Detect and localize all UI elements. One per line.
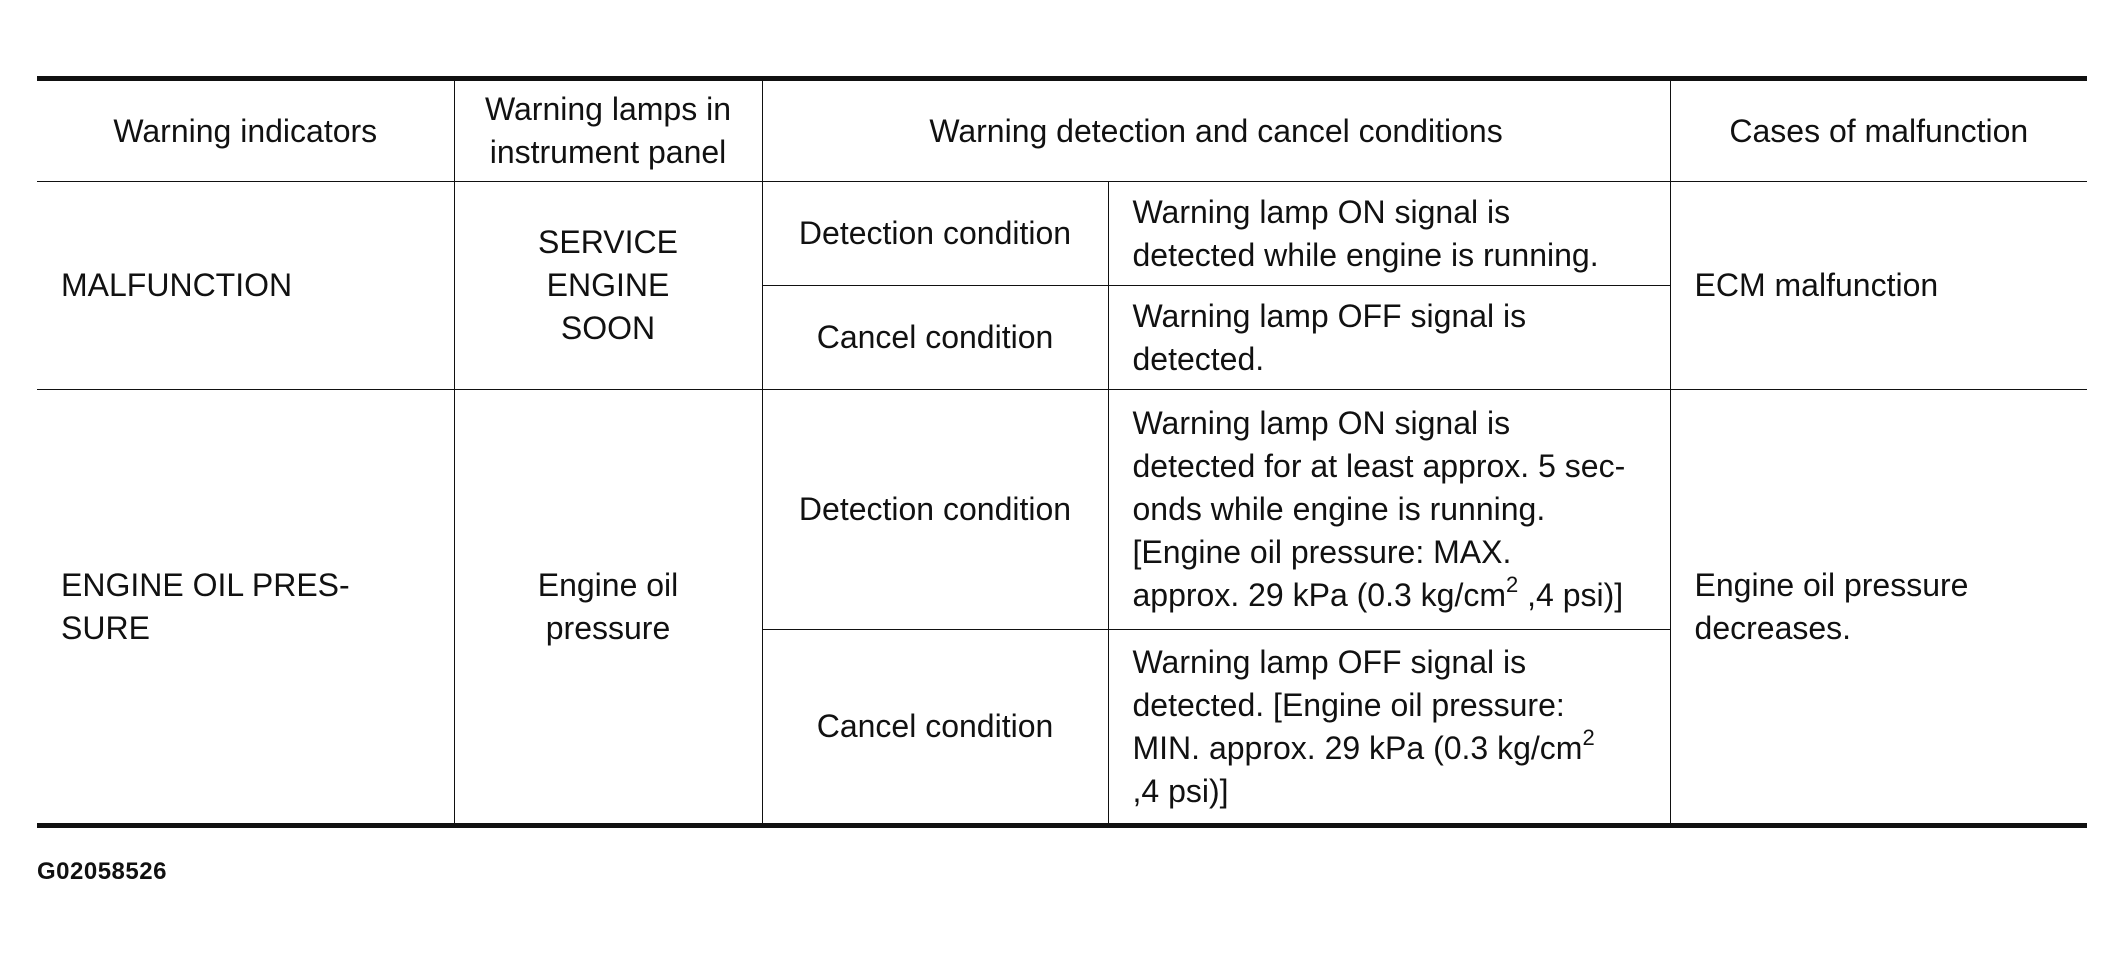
warning-table [37, 76, 2087, 828]
header-warning-indicators: Warning indicators [37, 79, 454, 182]
lamp-cell: Engine oil pressure [454, 390, 762, 826]
header-detection-cancel-conditions: Warning detection and cancel conditions [762, 79, 1670, 182]
header-cases-of-malfunction: Cases of malfunction [1670, 79, 2087, 182]
detection-label-cell: Detection condition [762, 182, 1108, 286]
detection-description-cell: Warning lamp ON signal is detected for at least approx. 5 sec- onds while engine is running. [Engine oil pressure: MAX. approx. 29 kPa (0.3 $kg/cm^2$ ,4 psi)] [1108, 390, 1670, 630]
table-header-row [37, 79, 2087, 182]
cancel-description-cell: Warning lamp OFF signal is detected. [1108, 286, 1670, 390]
document-body [37, 76, 2087, 828]
malfunction-cell: Engine oil pressure decreases. [1670, 390, 2087, 826]
cancel-label-cell: Cancel condition [762, 286, 1108, 390]
malfunction-cell: ECM malfunction [1670, 182, 2087, 390]
detection-label-cell: Detection condition [762, 390, 1108, 630]
figure-id-label: G02058526 [37, 858, 167, 885]
detection-description-cell: Warning lamp ON signal is detected while engine is running. [1108, 182, 1670, 286]
indicator-cell: ENGINE OIL PRES- SURE [37, 390, 454, 826]
table-row [37, 182, 2087, 286]
table-row [37, 390, 2087, 630]
indicator-cell: MALFUNCTION [37, 182, 454, 390]
header-warning-lamps: Warning lamps in instrument panel [454, 79, 762, 182]
cancel-description-cell: Warning lamp OFF signal is detected. [Engine oil pressure: MIN. approx. 29 kPa (0.3 $kg/cm^2$ ,4 psi)] [1108, 630, 1670, 826]
cancel-label-cell: Cancel condition [762, 630, 1108, 826]
lamp-cell: SERVICE ENGINE SOON [454, 182, 762, 390]
